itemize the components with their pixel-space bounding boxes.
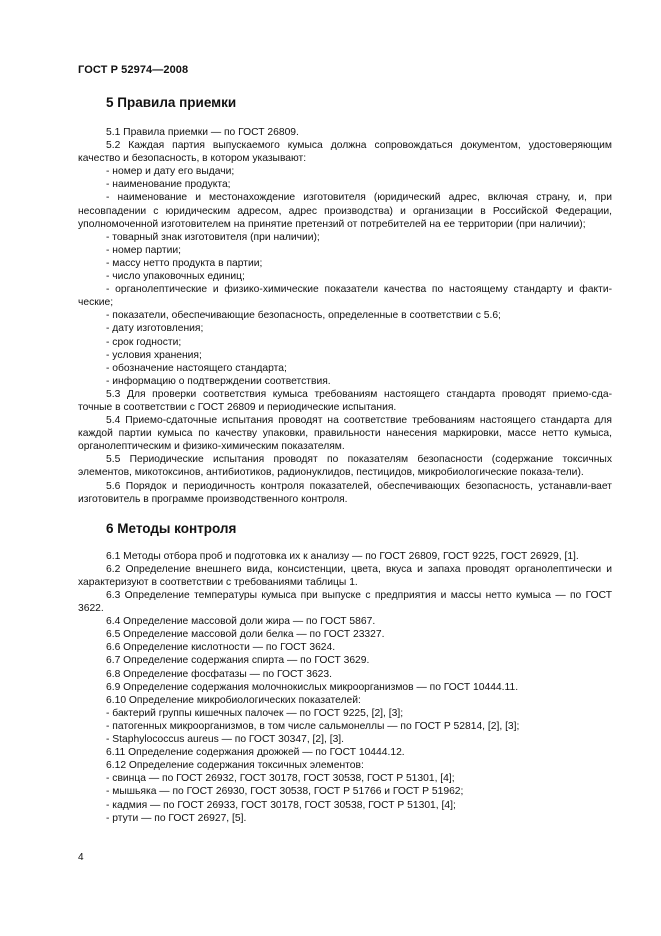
- paragraph-5-6: 5.6 Порядок и периодичность контроля показателей, обеспечивающих безопасность, устанавли-вает изготовитель в программе производственного контроля.: [78, 480, 612, 505]
- paragraph-6-2: 6.2 Определение внешнего вида, консистенции, цвета, вкуса и запаха проводят органолептически и характеризуют в соответствии с требованиями таблицы 1.: [78, 563, 612, 588]
- paragraph-6-5: 6.5 Определение массовой доли белка — по ГОСТ 23327.: [106, 629, 385, 641]
- list-item: - условия хранения;: [106, 349, 202, 361]
- list-item: - число упаковочных единиц;: [106, 271, 245, 283]
- paragraph-6-1: 6.1 Методы отбора проб и подготовка их к анализу — по ГОСТ 26809, ГОСТ 9225, ГОСТ 26929, [1].: [106, 550, 579, 562]
- section-5-body: [78, 126, 612, 506]
- paragraph-5-5: 5.5 Периодические испытания проводят по показателям безопасности (содержание токсичных элементов, микотоксинов, антибиотиков, радионуклидов, пестицидов, микробиологические показа-тели).: [78, 454, 612, 479]
- list-item: - наименование и местонахождение изготовителя (юридический адрес, включая страну, и, при несовпадении с юридическим адресом, адрес производства) и организации в Российской Федерации, уполномоченной изготовителем на принятие претензий от потребителей на ее территории (при наличии);: [78, 192, 612, 230]
- list-item: - обозначение настоящего стандарта;: [106, 362, 287, 374]
- page-number: 4: [78, 852, 84, 863]
- list-item: - мышьяка — по ГОСТ 26930, ГОСТ 30538, ГОСТ Р 51766 и ГОСТ Р 51962;: [106, 786, 464, 798]
- paragraph-6-4: 6.4 Определение массовой доли жира — по ГОСТ 5867.: [106, 616, 376, 628]
- list-item: - ртути — по ГОСТ 26927, [5].: [106, 812, 247, 824]
- list-item: - патогенных микроорганизмов, в том числе сальмонеллы — по ГОСТ Р 52814, [2], [3];: [106, 720, 520, 732]
- page-content: [78, 88, 612, 825]
- list-item: - дату изготовления;: [106, 323, 204, 335]
- section-6-title: 6 Методы контроля: [106, 520, 237, 536]
- paragraph-6-11: 6.11 Определение содержания дрожжей — по ГОСТ 10444.12.: [106, 747, 405, 759]
- section-6-body: [78, 550, 612, 825]
- list-item: - наименование продукта;: [106, 179, 231, 191]
- paragraph-5-2: 5.2 Каждая партия выпускаемого кумыса должна сопровождаться документом, удостоверяющим качество и безопасность, в котором указывают:: [78, 140, 612, 165]
- list-item: - бактерий группы кишечных палочек — по ГОСТ 9225, [2], [3];: [106, 707, 404, 719]
- paragraph-5-1: 5.1 Правила приемки — по ГОСТ 26809.: [106, 127, 299, 138]
- paragraph-6-10: 6.10 Определение микробиологических показателей:: [106, 694, 361, 706]
- list-item: - Staphylococcus aureus — по ГОСТ 30347, [2], [3].: [106, 734, 345, 746]
- list-item: - номер партии;: [106, 244, 181, 256]
- list-item: - свинца — по ГОСТ 26932, ГОСТ 30178, ГОСТ 30538, ГОСТ Р 51301, [4];: [106, 773, 455, 785]
- list-item: - показатели, обеспечивающие безопасность, определенные в соответствии с 5.6;: [106, 310, 501, 322]
- list-item: - информацию о подтверждении соответствия.: [106, 375, 331, 387]
- list-item: - массу нетто продукта в партии;: [106, 257, 263, 269]
- paragraph-5-3: 5.3 Для проверки соответствия кумыса требованиям настоящего стандарта проводят приемо-сда-точные в соответствии с ГОСТ 26809 и периодические испытания.: [78, 388, 612, 413]
- paragraph-6-9: 6.9 Определение содержания молочнокислых микроорганизмов — по ГОСТ 10444.11.: [106, 681, 519, 693]
- section-5-title: 5 Правила приемки: [106, 95, 237, 110]
- paragraph-5-4: 5.4 Приемо-сдаточные испытания проводят на соответствие требованиям настоящего стандарта для каждой партии кумыса по качеству упаковки, правильности нанесения маркировки, массе нетто кумыса, органолептическим и физико-химическим показателям.: [78, 415, 612, 453]
- list-item: - срок годности;: [106, 336, 182, 348]
- paragraph-6-7: 6.7 Определение содержания спирта — по ГОСТ 3629.: [106, 655, 370, 667]
- document-code: ГОСТ Р 52974—2008: [78, 64, 189, 76]
- list-item: - номер и дату его выдачи;: [106, 166, 235, 178]
- paragraph-6-6: 6.6 Определение кислотности — по ГОСТ 3624.: [106, 642, 336, 654]
- list-item: - товарный знак изготовителя (при наличии);: [106, 231, 320, 243]
- paragraph-6-8: 6.8 Определение фосфатазы — по ГОСТ 3623.: [106, 668, 332, 680]
- paragraph-6-3: 6.3 Определение температуры кумыса при выпуске с предприятия и массы нетто кумыса — по ГОСТ 3622.: [78, 590, 612, 615]
- paragraph-6-12: 6.12 Определение содержания токсичных элементов:: [106, 760, 364, 772]
- list-item: - кадмия — по ГОСТ 26933, ГОСТ 30178, ГОСТ 30538, ГОСТ Р 51301, [4];: [106, 799, 456, 811]
- list-item: - органолептические и физико-химические показатели качества по настоящему стандарту и факти-ческие;: [78, 284, 612, 309]
